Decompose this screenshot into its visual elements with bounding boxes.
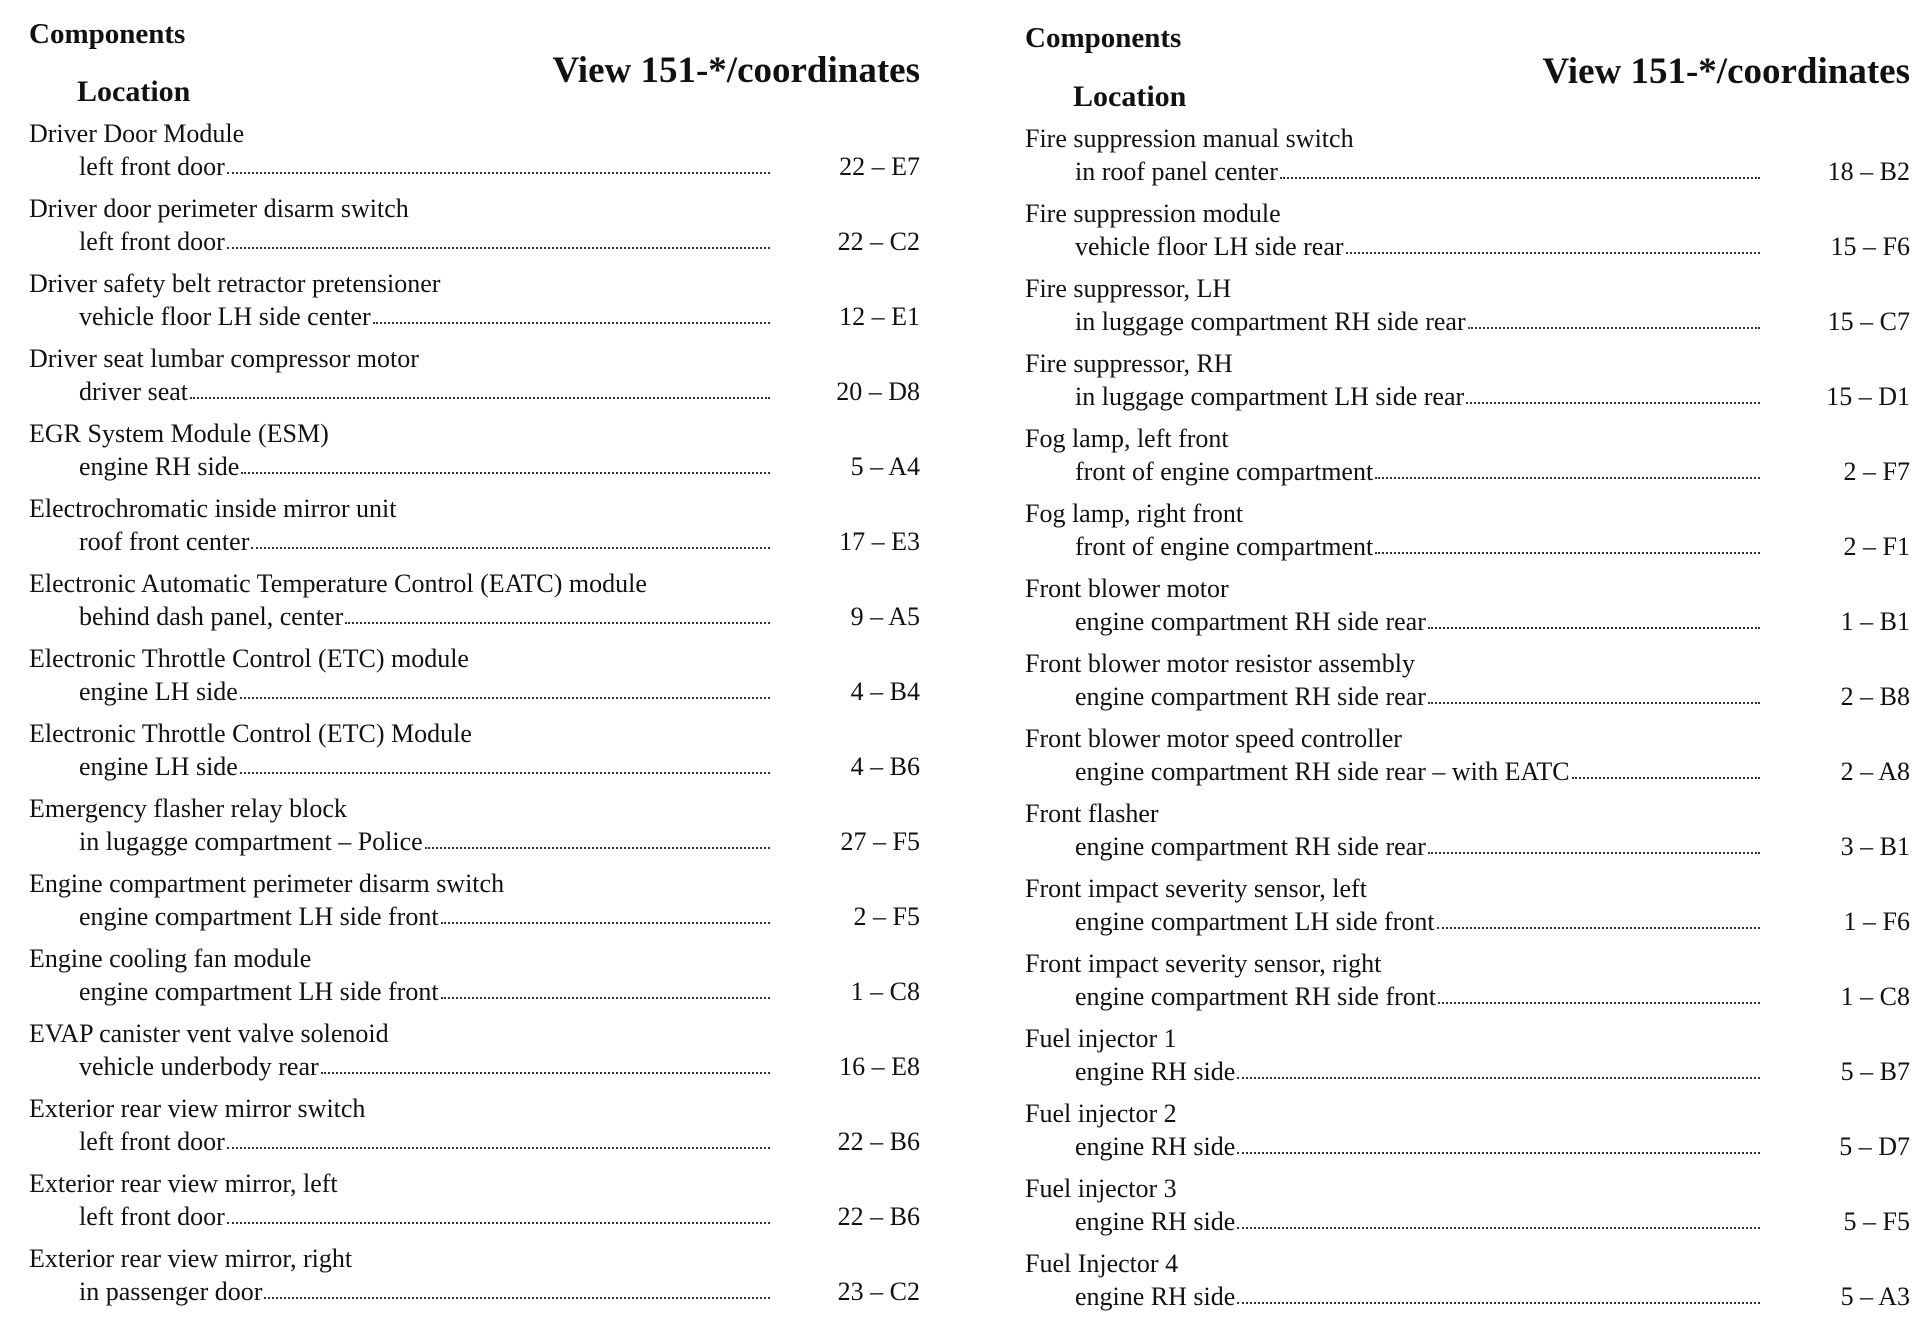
component-name: EVAP canister vent valve solenoid [29,1019,389,1048]
list-item [29,418,920,493]
list-item [1025,198,1910,273]
component-name: Driver door perimeter disarm switch [29,194,409,223]
view-coordinate: 2 – F7 [1843,457,1910,486]
dot-leader [1375,477,1760,479]
component-location: in roof panel center [1075,157,1278,186]
view-coordinate: 27 – F5 [840,827,920,856]
list-item [1025,273,1910,348]
view-coordinate: 2 – B8 [1840,682,1910,711]
location-line [1025,1056,1910,1088]
location-line [29,1201,920,1233]
location-line [1025,381,1910,413]
dot-leader [1437,927,1760,929]
component-location: engine RH side [1075,1282,1236,1311]
view-coordinate: 1 – C8 [1840,982,1910,1011]
component-name: Front flasher [1025,799,1159,828]
dot-leader [1280,177,1760,179]
component-name: Front blower motor resistor assembly [1025,649,1415,678]
dot-leader [240,772,770,774]
dot-leader [1375,552,1760,554]
component-location: engine compartment RH side front [1075,982,1437,1011]
dot-leader [1237,1227,1760,1229]
location-line [1025,831,1910,863]
list-item [29,568,920,643]
location-line [29,1276,920,1308]
view-coordinate: 16 – E8 [839,1052,920,1081]
list-item [1025,573,1910,648]
location-line [1025,981,1910,1013]
view-coordinate: 20 – D8 [836,377,920,406]
view-coordinate: 5 – D7 [1839,1132,1910,1161]
component-location: engine compartment LH side front [79,977,439,1006]
location-line [29,1126,920,1158]
component-name: Electronic Throttle Control (ETC) Module [29,719,472,748]
dot-leader [227,1147,770,1149]
dot-leader [1237,1152,1760,1154]
location-line [1025,1206,1910,1238]
location-line [1025,906,1910,938]
view-coordinate: 12 – E1 [839,302,920,331]
view-coordinate: 9 – A5 [850,602,920,631]
component-name: Fire suppression module [1025,199,1281,228]
dot-leader [227,247,770,249]
list-item [1025,423,1910,498]
view-coordinate: 2 – F1 [1843,532,1910,561]
list-item [1025,723,1910,798]
component-name: Electrochromatic inside mirror unit [29,494,397,523]
component-location: in luggage compartment LH side rear [1075,382,1465,411]
dot-leader [227,1222,770,1224]
location-line [1025,1131,1910,1163]
dot-leader [345,622,770,624]
component-name: Fog lamp, right front [1025,499,1244,528]
component-name: Front impact severity sensor, right [1025,949,1382,978]
component-name: Fire suppression manual switch [1025,124,1354,153]
location-line [29,451,920,483]
dot-leader [227,172,770,174]
list-item [1025,648,1910,723]
list-item [1025,1173,1910,1248]
component-location: engine compartment LH side front [79,902,439,931]
list-item [29,1243,920,1318]
component-location: engine RH side [79,452,240,481]
view-coordinate: 5 – A3 [1840,1282,1910,1311]
component-name: Driver seat lumbar compressor motor [29,344,419,373]
view-coordinate: 18 – B2 [1827,157,1910,186]
dot-leader [1237,1077,1760,1079]
list-item [1025,798,1910,873]
view-coordinate: 1 – C8 [850,977,920,1006]
component-location: engine RH side [1075,1132,1236,1161]
location-line [29,826,920,858]
list-item [1025,1098,1910,1173]
view-coordinate: 23 – C2 [837,1277,920,1306]
list-item [29,718,920,793]
view-coordinate: 5 – F5 [1843,1207,1910,1236]
component-location: in luggage compartment RH side rear [1075,307,1466,336]
component-list [29,118,920,1318]
location-line [29,976,920,1008]
location-line [29,151,920,183]
component-name: Fire suppressor, RH [1025,349,1233,378]
dot-leader [1428,852,1760,854]
left-column [29,0,920,1328]
component-name: Fuel injector 3 [1025,1174,1177,1203]
component-location: engine RH side [1075,1207,1236,1236]
list-item [1025,123,1910,198]
component-name: Driver safety belt retractor pretensioner [29,269,441,298]
right-column [1025,0,1910,1328]
location-line [29,751,920,783]
location-line [29,526,920,558]
view-coordinate: 5 – B7 [1840,1057,1910,1086]
list-item [1025,948,1910,1023]
component-name: Front blower motor [1025,574,1229,603]
component-location: in passenger door [79,1277,263,1306]
dot-leader [264,1297,770,1299]
component-name: Driver Door Module [29,119,245,148]
component-name: Electronic Throttle Control (ETC) module [29,644,469,673]
dot-leader [1466,402,1760,404]
component-location: engine LH side [79,752,238,781]
dot-leader [1572,777,1760,779]
view-coordinates-header: View 151-*/coordinates [1542,51,1910,92]
view-coordinate: 22 – B6 [837,1202,920,1231]
view-coordinate: 5 – A4 [850,452,920,481]
component-location: engine compartment RH side rear [1075,607,1426,636]
component-location: engine compartment RH side rear [1075,832,1426,861]
dot-leader [251,547,770,549]
view-coordinate: 17 – E3 [839,527,920,556]
view-coordinate: 22 – E7 [839,152,920,181]
dot-leader [1468,327,1760,329]
list-item [1025,873,1910,948]
component-location: engine compartment RH side rear – with EATC [1075,757,1570,786]
list-item [29,268,920,343]
location-header: Location [1073,80,1187,113]
list-item [1025,1248,1910,1323]
location-line [1025,681,1910,713]
dot-leader [1237,1302,1760,1304]
components-header: Components [29,18,186,50]
view-coordinate: 2 – F5 [853,902,920,931]
list-item [1025,348,1910,423]
list-item [1025,498,1910,573]
component-name: Fuel injector 2 [1025,1099,1177,1128]
location-line [29,301,920,333]
view-coordinate: 1 – F6 [1843,907,1910,936]
dot-leader [373,322,770,324]
view-coordinate: 15 – F6 [1830,232,1910,261]
dot-leader [1428,702,1760,704]
component-name: Engine compartment perimeter disarm switch [29,869,505,898]
list-item [29,793,920,868]
dot-leader [1346,252,1760,254]
view-coordinate: 15 – D1 [1826,382,1910,411]
component-name: Front impact severity sensor, left [1025,874,1367,903]
dot-leader [241,472,770,474]
location-line [1025,606,1910,638]
view-coordinate: 22 – C2 [837,227,920,256]
list-item [29,1018,920,1093]
component-location: behind dash panel, center [79,602,344,631]
component-name: Fog lamp, left front [1025,424,1229,453]
location-line [29,901,920,933]
location-line [29,376,920,408]
component-location: engine LH side [79,677,238,706]
view-coordinate: 1 – B1 [1840,607,1910,636]
location-line [1025,1281,1910,1313]
list-item [1025,1023,1910,1098]
component-name: EGR System Module (ESM) [29,419,329,448]
component-name: Fuel injector 1 [1025,1024,1177,1053]
location-header: Location [77,75,191,108]
component-location: vehicle underbody rear [79,1052,319,1081]
component-location: front of engine compartment [1075,532,1374,561]
list-item [29,643,920,718]
dot-leader [425,847,770,849]
component-name: Exterior rear view mirror switch [29,1094,366,1123]
component-location: left front door [79,152,225,181]
component-location: left front door [79,1127,225,1156]
list-item [29,1093,920,1168]
view-coordinate: 15 – C7 [1827,307,1910,336]
view-coordinate: 2 – A8 [1840,757,1910,786]
list-item [29,193,920,268]
dot-leader [321,1072,770,1074]
location-line [1025,456,1910,488]
list-item [29,943,920,1018]
list-item [29,118,920,193]
component-location: front of engine compartment [1075,457,1374,486]
dot-leader [1428,627,1760,629]
component-name: Exterior rear view mirror, left [29,1169,338,1198]
component-name: Fire suppressor, LH [1025,274,1232,303]
components-header: Components [1025,22,1182,54]
component-list [1025,123,1910,1323]
list-item [29,493,920,568]
component-name: Engine cooling fan module [29,944,312,973]
component-location: vehicle floor LH side rear [1075,232,1344,261]
location-line [29,1051,920,1083]
location-line [1025,306,1910,338]
component-location: engine compartment RH side rear [1075,682,1426,711]
location-line [29,601,920,633]
component-location: in lugagge compartment – Police [79,827,423,856]
view-coordinate: 22 – B6 [837,1127,920,1156]
dot-leader [441,997,770,999]
component-location: driver seat [79,377,189,406]
component-location: roof front center [79,527,250,556]
location-line [1025,156,1910,188]
component-name: Front blower motor speed controller [1025,724,1402,753]
component-location: vehicle floor LH side center [79,302,371,331]
component-location: left front door [79,227,225,256]
dot-leader [240,697,770,699]
location-line [1025,231,1910,263]
dot-leader [190,397,770,399]
view-coordinate: 4 – B4 [850,677,920,706]
component-name: Emergency flasher relay block [29,794,347,823]
location-line [1025,531,1910,563]
location-line [29,226,920,258]
component-name: Electronic Automatic Temperature Control (EATC) module [29,569,647,598]
location-line [29,676,920,708]
component-location: engine RH side [1075,1057,1236,1086]
component-location: engine compartment LH side front [1075,907,1435,936]
list-item [29,343,920,418]
list-item [29,868,920,943]
view-coordinate: 4 – B6 [850,752,920,781]
component-name: Exterior rear view mirror, right [29,1244,353,1273]
view-coordinates-header: View 151-*/coordinates [552,50,920,91]
dot-leader [1438,1002,1760,1004]
component-location: left front door [79,1202,225,1231]
component-name: Fuel Injector 4 [1025,1249,1179,1278]
location-line [1025,756,1910,788]
view-coordinate: 3 – B1 [1840,832,1910,861]
dot-leader [441,922,770,924]
list-item [29,1168,920,1243]
